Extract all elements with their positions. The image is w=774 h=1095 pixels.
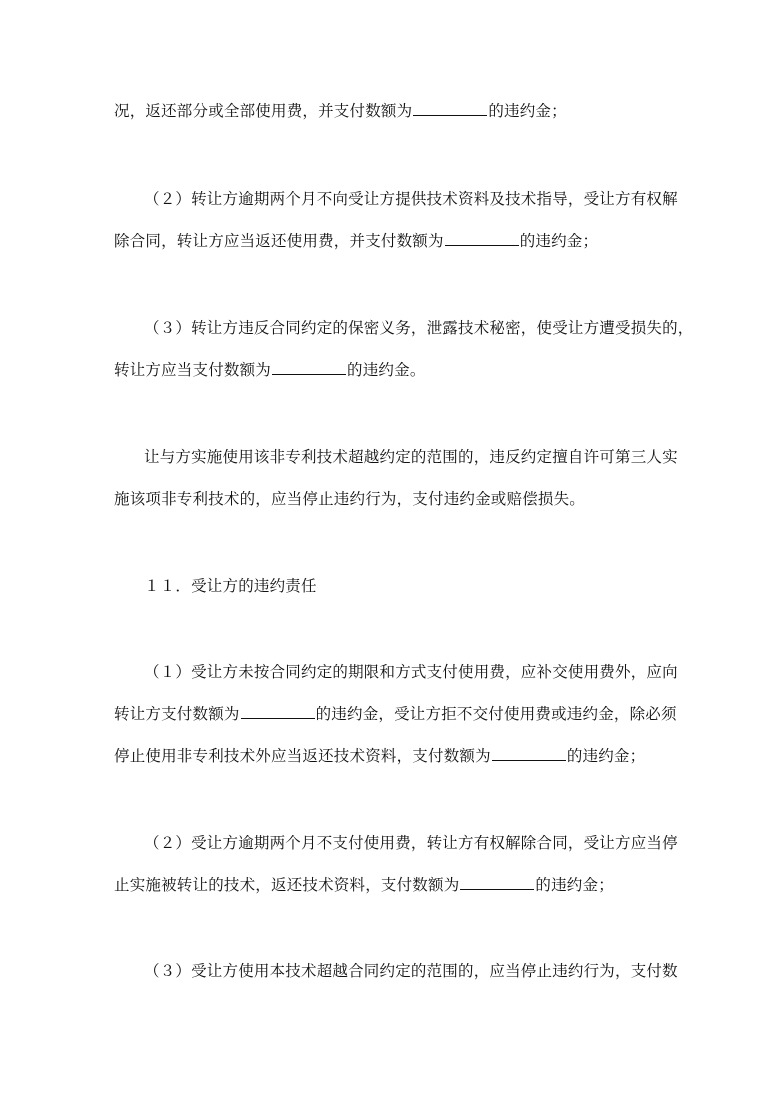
line-5-blank xyxy=(272,360,346,375)
text-line-5 xyxy=(114,360,426,380)
line-6-text: 让与方实施使用该非专利技术超越约定的范围的，违反约定擅自许可第三人实 xyxy=(144,448,678,466)
line-13-text-after: 的违约金； xyxy=(535,876,614,894)
line-1-text-after: 的违约金； xyxy=(488,102,567,120)
line-11-text: 停止使用非专利技术外应当返还技术资料，支付数额为 xyxy=(114,747,491,765)
text-line-10 xyxy=(114,704,677,724)
section-heading-text: １１．受让方的违约责任 xyxy=(144,577,317,595)
text-line-13 xyxy=(114,875,614,895)
text-line-12 xyxy=(144,833,678,853)
text-line-14 xyxy=(144,961,678,981)
text-line-2 xyxy=(144,189,678,209)
line-5-text-after: 的违约金。 xyxy=(347,361,426,379)
line-1-text: 况，返还部分或全部使用费，并支付数额为 xyxy=(114,102,413,120)
line-12-text: （２）受让方逾期两个月不支付使用费，转让方有权解除合同，受让方应当停 xyxy=(144,834,678,852)
text-line-3 xyxy=(114,231,598,251)
text-line-1 xyxy=(114,101,567,121)
line-3-blank xyxy=(445,231,519,246)
line-10-blank xyxy=(241,704,315,719)
line-10-text: 转让方支付数额为 xyxy=(114,705,240,723)
text-line-11 xyxy=(114,746,645,766)
line-7-text: 施该项非专利技术的，应当停止违约行为，支付违约金或赔偿损失。 xyxy=(114,490,586,508)
line-13-text: 止实施被转让的技术，返还技术资料，支付数额为 xyxy=(114,876,460,894)
line-3-text: 除合同，转让方应当返还使用费，并支付数额为 xyxy=(114,232,444,250)
line-2-text: （２）转让方逾期两个月不向受让方提供技术资料及技术指导，受让方有权解 xyxy=(144,190,678,208)
line-9-text: （１）受让方未按合同约定的期限和方式支付使用费，应补交使用费外，应向 xyxy=(144,663,678,681)
line-1-blank xyxy=(413,101,487,116)
line-11-text-after: 的违约金； xyxy=(566,747,646,765)
line-4-text: （３）转让方违反合同约定的保密义务，泄露技术秘密，使受让方遭受损失的， xyxy=(144,319,694,337)
line-3-text-after: 的违约金； xyxy=(519,232,599,250)
line-11-blank xyxy=(492,746,566,761)
section-heading xyxy=(144,576,317,596)
text-line-6 xyxy=(144,447,678,467)
line-13-blank xyxy=(460,875,534,890)
line-14-text: （３）受让方使用本技术超越合同约定的范围的，应当停止违约行为，支付数 xyxy=(144,962,678,980)
line-10-text-after: 的违约金，受让方拒不交付使用费或违约金，除必须 xyxy=(315,705,677,723)
text-line-4 xyxy=(144,318,694,338)
line-5-text: 转让方应当支付数额为 xyxy=(114,361,272,379)
text-line-7 xyxy=(114,489,585,509)
text-line-9 xyxy=(144,662,678,682)
